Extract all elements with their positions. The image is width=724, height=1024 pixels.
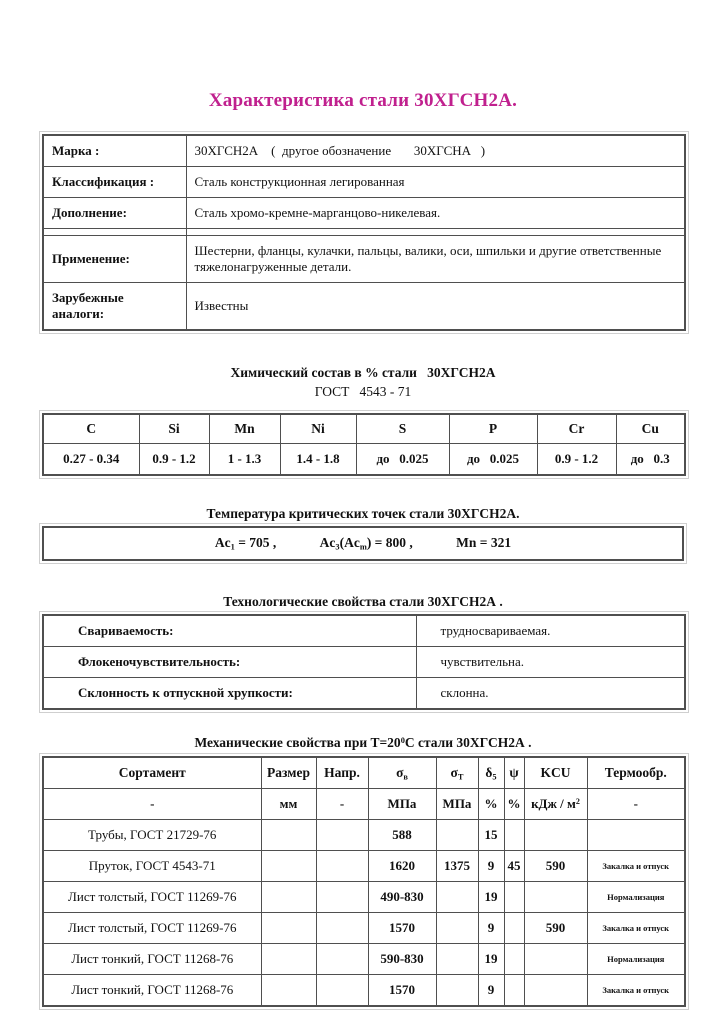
tech-props-section [42,594,684,710]
mech-header-cell: Напр. [316,757,368,789]
ac1-base: Ac [214,535,231,550]
mech-cell [316,820,368,851]
chem-value-row [43,444,685,476]
mech-cell [524,820,587,851]
spacer-cell [43,229,186,236]
mech-cell-sortament: Лист тонкий, ГОСТ 11268-76 [43,975,261,1007]
table-row [43,646,685,677]
mech-header-cell-sigma-t [436,757,478,789]
row-value-analogi: Известны [186,283,685,331]
chem-value-cell: 0.9 - 1.2 [139,444,209,476]
ac1-value [215,535,276,552]
mech-data-row [43,820,685,851]
chem-value-cell: 1.4 - 1.8 [280,444,356,476]
chem-section-heading: Химический состав в % стали 30ХГСН2А [230,365,496,380]
mech-cell: 15 [478,820,504,851]
row-value-klassifikacia: Сталь конструкционная легированная [186,167,685,198]
tech-label: Флокеночувствительность: [43,646,416,677]
mech-units-row [43,789,685,820]
mech-cell [316,851,368,882]
chemical-composition-section [42,365,684,476]
mech-cell-sortament: Лист толстый, ГОСТ 11269-76 [43,882,261,913]
mech-cell [504,944,524,975]
mech-unit-cell: МПа [436,789,478,820]
row-label-marka: Марка : [43,135,186,167]
mech-header-row [43,757,685,789]
mech-cell-termoobr: Нормализация [587,944,685,975]
mech-data-row [43,913,685,944]
tech-value: склонна. [416,677,685,709]
ac3-open: (Ac [339,535,360,550]
table-row [43,198,685,229]
mech-cell: 9 [478,975,504,1007]
row-label-primenenie: Применение: [43,236,186,283]
mech-cell [316,913,368,944]
mech-cell: 588 [368,820,436,851]
mech-header-cell: Размер [261,757,316,789]
chem-value-cell: до 0.025 [449,444,537,476]
mech-cell [316,944,368,975]
table-row [43,677,685,709]
spacer-cell [186,229,685,236]
chem-header-cell: P [449,414,537,444]
mech-cell [504,820,524,851]
table-row [43,236,685,283]
mech-data-row [43,975,685,1007]
mech-cell [524,944,587,975]
mech-cell: 590-830 [368,944,436,975]
mech-header-cell-psi: ψ [504,757,524,789]
delta5-sub: 5 [492,772,497,781]
chem-header-cell: S [356,414,449,444]
table-row [43,167,685,198]
mn-value: Mn = 321 [456,535,512,550]
mech-heading-pre: Механические свойства при Т=20 [194,734,401,750]
spacer-row [43,229,685,236]
mech-cell-termoobr: Закалка и отпуск [587,913,685,944]
sigma-t-base: σ [450,764,458,780]
ac3-sub: 3 [335,542,340,552]
mech-unit-cell: % [504,789,524,820]
tech-props-table [42,614,686,710]
mech-cell-sortament: Пруток, ГОСТ 4543-71 [43,851,261,882]
page-title: Характеристика стали 30ХГСН2А. [208,90,518,111]
mech-heading-post: С стали 30ХГСН2А . [404,734,532,750]
chem-value-cell: 0.27 - 0.34 [43,444,139,476]
mech-cell-termoobr: Закалка и отпуск [587,851,685,882]
sigma-b-sub: в [403,772,408,781]
critical-points-heading: Температура критических точек стали 30ХГСН2А. [206,506,520,521]
mech-cell [524,882,587,913]
mech-unit-cell: - [43,789,261,820]
mech-data-row [43,851,685,882]
mech-cell [261,882,316,913]
mech-cell [504,913,524,944]
chem-header-row [43,414,685,444]
mech-props-section [42,735,684,1008]
mech-cell [504,882,524,913]
row-label-analogi: Зарубежные аналоги: [43,283,186,331]
row-value-dopolnenie: Сталь хромо-кремне-марганцово-никелевая. [186,198,685,229]
chem-table [42,413,686,476]
mech-cell: 1570 [368,913,436,944]
mech-header-cell: Термообр. [587,757,685,789]
mech-unit-cell-kcu [524,789,587,820]
mech-cell [436,820,478,851]
tech-label: Свариваемость: [43,615,416,647]
mech-cell [524,975,587,1007]
tech-props-heading: Технологические свойства стали 30ХГСН2А . [223,593,503,609]
mech-cell [261,851,316,882]
chem-header-cell: Ni [280,414,356,444]
mech-cell [261,944,316,975]
chem-value-cell: до 0.3 [616,444,685,476]
mech-cell: 9 [478,913,504,944]
mech-unit-cell: - [316,789,368,820]
mech-cell-sortament: Трубы, ГОСТ 21729-76 [43,820,261,851]
mech-cell [261,820,316,851]
mech-props-table [42,756,686,1008]
chem-header-cell: Mn [209,414,280,444]
chem-header-cell: Si [139,414,209,444]
mech-unit-cell: мм [261,789,316,820]
critical-points-section [42,506,684,561]
mech-cell [261,975,316,1007]
mech-cell [316,882,368,913]
mech-unit-cell: - [587,789,685,820]
mech-data-row [43,944,685,975]
table-row [43,283,685,331]
mech-cell [436,944,478,975]
ac3-close: ) = 800 , [366,535,413,550]
chem-gost-heading: ГОСТ 4543 - 71 [314,384,412,399]
kcu-unit-text: кДж / м [531,796,576,811]
mech-unit-cell: МПа [368,789,436,820]
kcu-unit-sup: 2 [575,796,580,806]
mech-props-heading [42,735,684,751]
mech-cell: 45 [504,851,524,882]
tech-value: чувствительна. [416,646,685,677]
mech-cell-termoobr [587,820,685,851]
chem-header-cell: Cr [537,414,616,444]
chem-header-cell: Cu [616,414,685,444]
mech-unit-cell: % [478,789,504,820]
ac3-value [320,535,413,552]
mech-cell: 19 [478,944,504,975]
mech-cell [504,975,524,1007]
row-value-marka: 30ХГСН2А ( другое обозначение 30ХГСНА ) [186,135,685,167]
mech-cell: 490-830 [368,882,436,913]
ac3-sub2: m [359,542,367,552]
mech-cell: 9 [478,851,504,882]
tech-value: трудносвариваемая. [416,615,685,647]
steel-info-table [42,134,686,331]
chem-header-cell: C [43,414,139,444]
mech-header-cell: KCU [524,757,587,789]
mech-cell: 1620 [368,851,436,882]
chem-value-cell: 0.9 - 1.2 [537,444,616,476]
mech-heading-sup: 0 [400,735,405,745]
mech-data-row [43,882,685,913]
mech-cell-termoobr: Нормализация [587,882,685,913]
mech-cell: 1375 [436,851,478,882]
ac1-sub: 1 [230,542,235,552]
mech-cell-sortament: Лист тонкий, ГОСТ 11268-76 [43,944,261,975]
mech-cell: 590 [524,851,587,882]
table-row [43,135,685,167]
mech-header-cell-sigma-b [368,757,436,789]
chem-value-cell: 1 - 1.3 [209,444,280,476]
mech-cell [436,975,478,1007]
ac1-eq: = 705 , [234,535,277,550]
mech-header-cell-delta5 [478,757,504,789]
mech-cell-sortament: Лист толстый, ГОСТ 11269-76 [43,913,261,944]
mech-cell: 19 [478,882,504,913]
row-value-primenenie: Шестерни, фланцы, кулачки, пальцы, валики, оси, шпильки и другие ответственные тяжелонагруженные детали. [186,236,685,283]
chem-value-cell: до 0.025 [356,444,449,476]
mech-cell [316,975,368,1007]
tech-label: Склонность к отпускной хрупкости: [43,677,416,709]
sigma-t-sub: Т [457,772,464,781]
critical-points-box [42,526,684,561]
ac3-base: Ac [319,535,336,550]
sigma-b-base: σ [396,764,404,780]
mech-cell [436,882,478,913]
mech-header-cell: Сортамент [43,757,261,789]
mech-cell-termoobr: Закалка и отпуск [587,975,685,1007]
row-label-klassifikacia: Классификация : [43,167,186,198]
mech-cell [436,913,478,944]
table-row [43,615,685,647]
mech-cell [261,913,316,944]
mech-cell: 590 [524,913,587,944]
delta5-base: δ [485,764,493,780]
row-label-dopolnenie: Дополнение: [43,198,186,229]
mech-cell: 1570 [368,975,436,1007]
